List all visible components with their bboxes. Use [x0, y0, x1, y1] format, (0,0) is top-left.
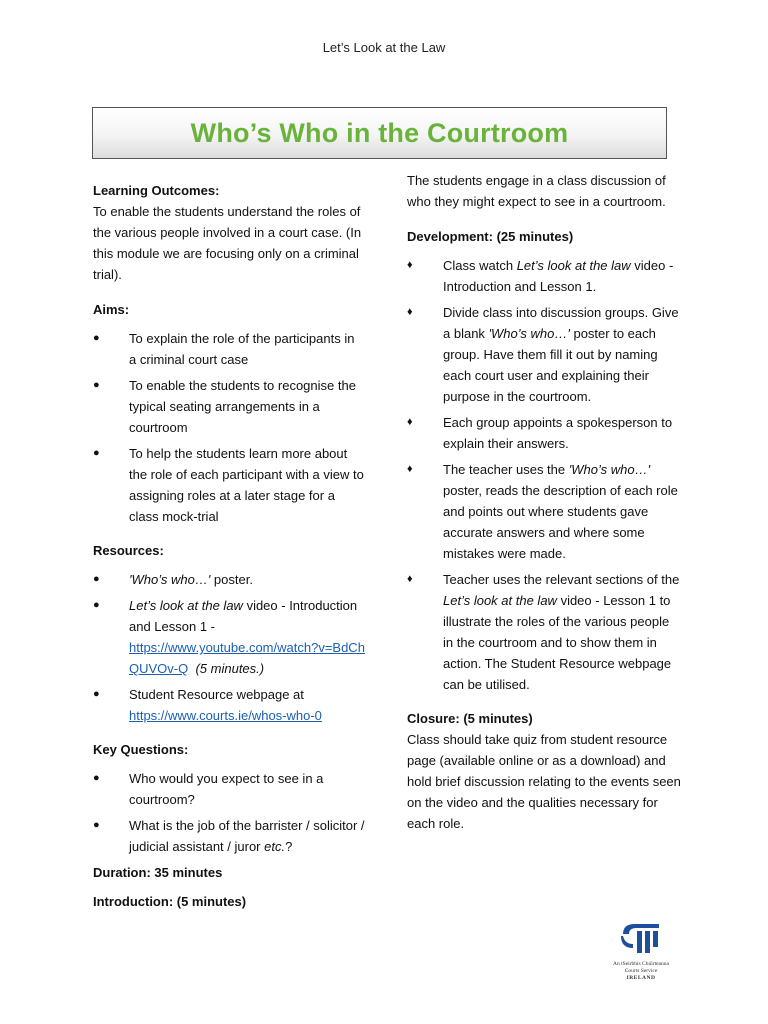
- courts-link[interactable]: https://www.courts.ie/whos-who-0: [129, 708, 322, 723]
- resource-italic: Let’s look at the law: [129, 598, 243, 613]
- list-item: [93, 328, 365, 370]
- courts-service-logo: [603, 922, 679, 982]
- youtube-link[interactable]: https://www.youtube.com/watch?v=BdChQUVOv-Q: [129, 640, 365, 676]
- learning-outcomes-heading: Learning Outcomes:: [93, 183, 220, 198]
- list-item: [93, 569, 365, 590]
- bullet-dot-icon: ●: [93, 599, 100, 611]
- right-column: [407, 170, 682, 834]
- step-italic: 'Who’s who…': [488, 326, 570, 341]
- learning-outcomes-text: To enable the students understand the roles of the various people involved in a court case. (In this module we are focusing only on a criminal trial).: [93, 204, 362, 282]
- introduction-heading: Introduction: (5 minutes): [93, 894, 247, 909]
- step-text: poster, reads the description of each role and points out where students gave accurate answers and where some mistakes were made.: [443, 483, 678, 561]
- logo-line-country: IRELAND: [626, 975, 656, 981]
- list-item: [93, 443, 365, 527]
- bullet-dot-icon: ●: [93, 332, 100, 344]
- list-item: [407, 412, 682, 454]
- diamond-bullet-icon: ♦: [407, 416, 413, 428]
- resource-text: poster.: [210, 572, 253, 587]
- step-italic: Let’s look at the law: [443, 593, 557, 608]
- aims-heading: Aims:: [93, 302, 130, 317]
- duration-note: (5 minutes.): [195, 661, 265, 676]
- step-text: Divide class into discussion groups. Give a blank: [443, 305, 679, 341]
- title-box: [92, 107, 667, 159]
- step-text: Teacher uses the relevant sections of the: [443, 572, 680, 587]
- question-text: Who would you expect to see in a courtroom?: [129, 771, 324, 807]
- logo-text: [603, 961, 679, 982]
- development-heading: Development: (25 minutes): [407, 229, 574, 244]
- page-title: Who’s Who in the Courtroom: [190, 117, 569, 148]
- bullet-dot-icon: ●: [93, 688, 100, 700]
- key-questions-list: [93, 768, 365, 857]
- step-italic: Let’s look at the law: [516, 258, 631, 273]
- resources-list: [93, 569, 365, 726]
- duration-heading: Duration: 35 minutes: [93, 865, 223, 880]
- resources-heading: Resources:: [93, 543, 164, 558]
- question-italic: etc.: [264, 839, 286, 854]
- question-end: ?: [285, 839, 293, 854]
- aim-text: To explain the role of the participants in a criminal court case: [129, 331, 355, 367]
- list-item: [93, 595, 365, 679]
- intro-text: The students engage in a class discussion of who they might expect to see in a courtroom.: [407, 173, 666, 209]
- left-column: [93, 180, 365, 912]
- diamond-bullet-icon: ♦: [407, 573, 413, 585]
- resource-text: video - Introduction and Lesson 1 -: [129, 598, 358, 634]
- bullet-dot-icon: ●: [93, 819, 100, 831]
- development-list: [407, 255, 682, 695]
- step-text: Class watch: [443, 258, 517, 273]
- list-item: [407, 459, 682, 564]
- list-item: [93, 815, 365, 857]
- step-text: Each group appoints a spokesperson to explain their answers.: [443, 415, 673, 451]
- closure-heading: Closure: (5 minutes): [407, 711, 533, 726]
- diamond-bullet-icon: ♦: [407, 259, 413, 271]
- step-text: video - Introduction and Lesson 1.: [443, 258, 674, 294]
- question-text: What is the job of the barrister / solicitor / judicial assistant / juror: [129, 818, 365, 854]
- bullet-dot-icon: ●: [93, 379, 100, 391]
- list-item: [93, 375, 365, 438]
- step-italic: 'Who’s who…': [568, 462, 651, 477]
- logo-line-english: Courts Service: [624, 968, 658, 974]
- resource-italic: 'Who’s who…': [129, 572, 211, 587]
- step-text: The teacher uses the: [443, 462, 569, 477]
- bullet-dot-icon: ●: [93, 772, 100, 784]
- list-item: [407, 255, 682, 297]
- aims-list: [93, 328, 365, 527]
- step-text: video - Lesson 1 to illustrate the roles of the various people in the courtroom and to show them in action. The Student Resource webpage can be utilised.: [443, 593, 672, 692]
- bullet-dot-icon: ●: [93, 447, 100, 459]
- list-item: [93, 768, 365, 810]
- resource-text: Student Resource webpage at: [129, 687, 304, 702]
- list-item: [93, 684, 365, 726]
- list-item: [407, 302, 682, 407]
- running-header: Let’s Look at the Law: [322, 40, 446, 55]
- aim-text: To enable the students to recognise the typical seating arrangements in a courtroom: [129, 378, 356, 435]
- closure-text: Class should take quiz from student resource page (available online or as a download) and hold brief discussion relating to the events seen on the video and the qualities necessary for each role.: [407, 732, 681, 831]
- aim-text: To help the students learn more about the role of each participant with a view to assigning roles at a later stage for a class mock-trial: [129, 446, 364, 524]
- diamond-bullet-icon: ♦: [407, 306, 413, 318]
- courts-service-emblem-icon: [619, 922, 663, 956]
- logo-line-irish: An tSeirbhís Chúirteanna: [613, 961, 669, 967]
- key-questions-heading: Key Questions:: [93, 742, 189, 757]
- diamond-bullet-icon: ♦: [407, 463, 413, 475]
- list-item: [407, 569, 682, 695]
- step-text: poster to each group. Have them fill it out by naming each court user and explaining their purpose in the courtroom.: [443, 326, 658, 404]
- bullet-dot-icon: ●: [93, 573, 100, 585]
